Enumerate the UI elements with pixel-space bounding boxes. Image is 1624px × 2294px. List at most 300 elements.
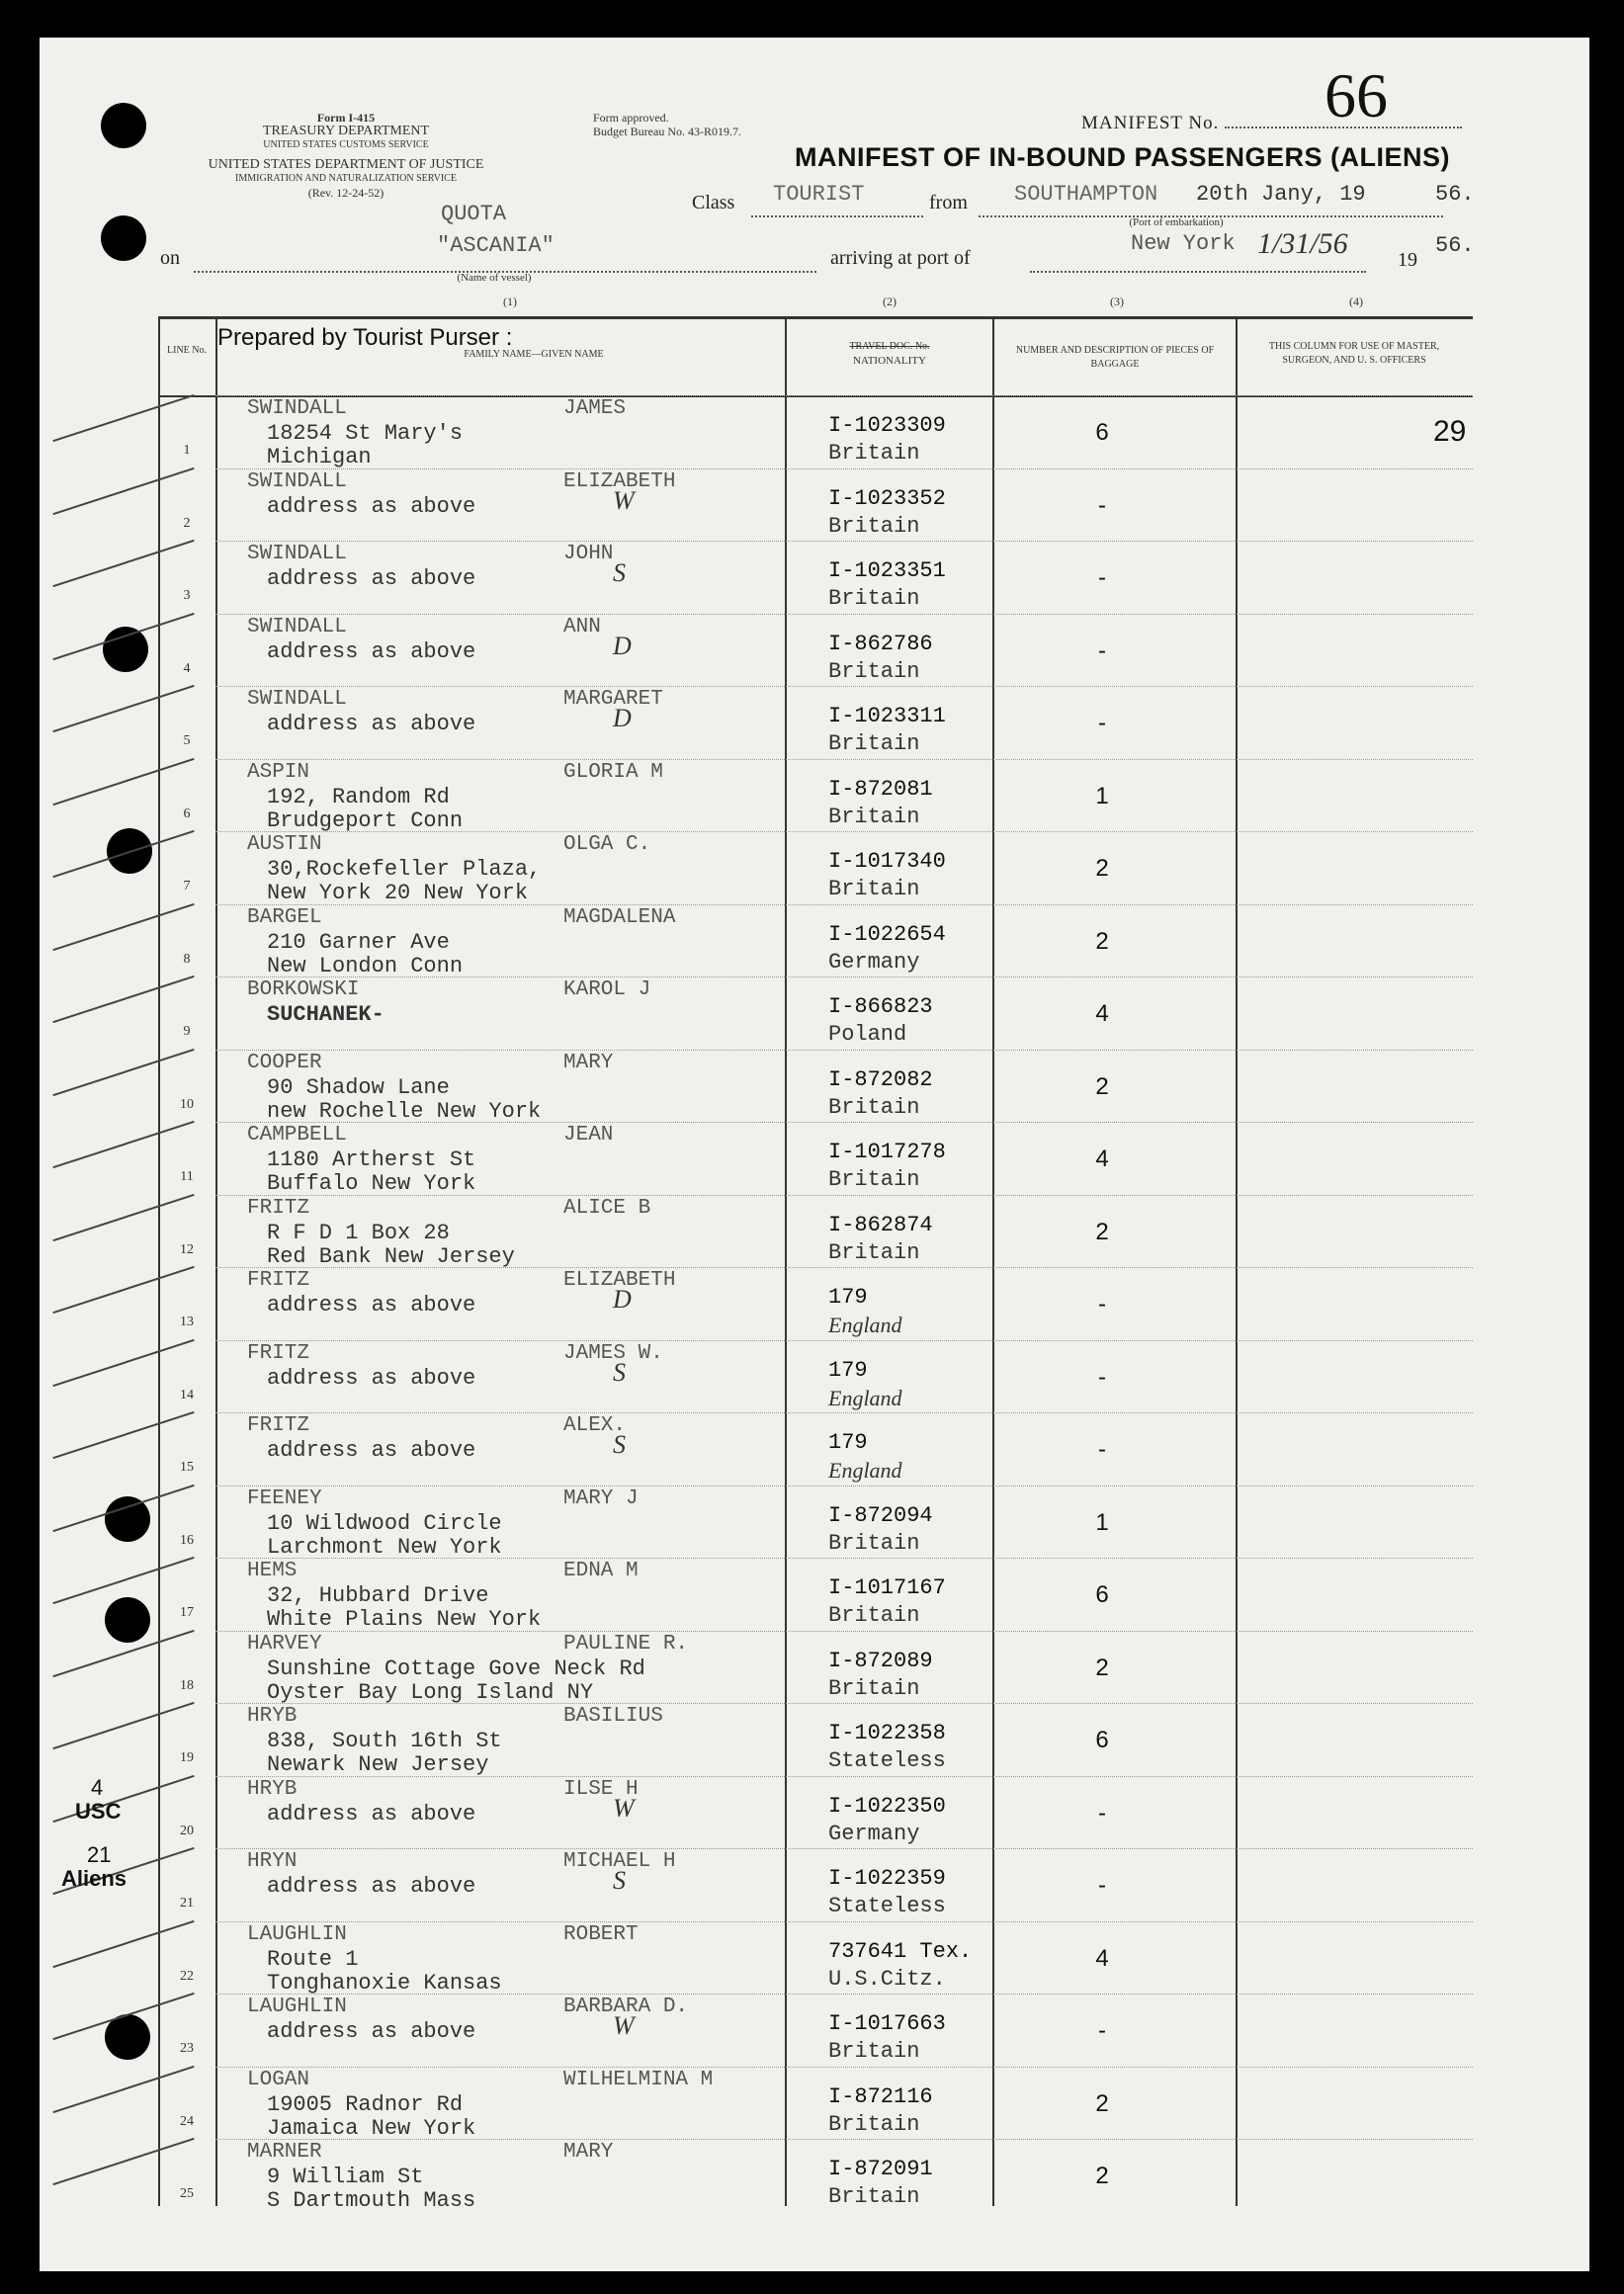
line-number: 2 bbox=[183, 515, 191, 531]
on-label: on bbox=[160, 247, 180, 269]
baggage-count: - bbox=[1098, 2017, 1106, 2044]
baggage-count: - bbox=[1098, 564, 1106, 591]
travel-doc-number: I-872094 bbox=[828, 1502, 933, 1528]
manifest-number-label bbox=[1081, 113, 1462, 134]
nationality: Britain bbox=[828, 877, 920, 901]
travel-doc-number: I-1023311 bbox=[828, 704, 946, 728]
address-line-1: address as above bbox=[267, 566, 476, 591]
row-separator bbox=[215, 1921, 1473, 1922]
travel-doc-number: I-1017278 bbox=[828, 1140, 946, 1164]
line-number: 22 bbox=[180, 1968, 194, 1984]
row-separator bbox=[215, 831, 1473, 832]
line-number: 25 bbox=[180, 2186, 194, 2201]
family-name: FRITZ bbox=[247, 1414, 310, 1437]
table-row bbox=[158, 904, 1473, 977]
baggage-count: 6 bbox=[1095, 1581, 1109, 1608]
line-number: 18 bbox=[180, 1677, 194, 1693]
given-name: JAMES bbox=[563, 397, 627, 420]
passenger-table bbox=[158, 316, 1473, 2213]
handwritten-mark: W bbox=[613, 2011, 635, 2040]
table-row bbox=[158, 1776, 1473, 1849]
nationality-header: NATIONALITY bbox=[853, 355, 926, 367]
baggage-count: 1 bbox=[1095, 1508, 1109, 1536]
prepared-by: Prepared by Tourist Purser : bbox=[217, 324, 513, 351]
department-name: TREASURY DEPARTMENT bbox=[262, 124, 430, 138]
family-name: HRYN bbox=[247, 1850, 298, 1873]
family-name: SWINDALL bbox=[247, 615, 347, 638]
row-separator bbox=[215, 1848, 1473, 1849]
baggage-count: 2 bbox=[1095, 855, 1109, 882]
table-row bbox=[158, 686, 1473, 759]
travel-doc-header: TRAVEL DOC. No. bbox=[849, 341, 930, 352]
form-id-block bbox=[227, 111, 465, 152]
table-row bbox=[158, 831, 1473, 904]
given-name: MAGDALENA bbox=[563, 905, 676, 929]
given-name: JEAN bbox=[563, 1124, 614, 1147]
given-name: MARY J bbox=[563, 1487, 639, 1510]
given-name: MARGARET bbox=[563, 688, 663, 711]
given-name: OLGA C. bbox=[563, 833, 651, 856]
handwritten-mark: S bbox=[613, 1357, 626, 1387]
form-number: Form I-415 bbox=[316, 111, 376, 125]
baggage-count: 2 bbox=[1095, 927, 1109, 955]
address-line-2: Newark New Jersey bbox=[267, 1752, 489, 1777]
arrival-handwritten-date: 1/31/56 bbox=[1257, 227, 1348, 260]
travel-doc-number: I-866823 bbox=[828, 994, 933, 1019]
address-line-1: 10 Wildwood Circle bbox=[267, 1510, 502, 1536]
address-line-2: Jamaica New York bbox=[267, 2115, 476, 2141]
officer-note: 29 bbox=[1433, 415, 1467, 448]
address-line-1: 192, Random Rd bbox=[267, 784, 450, 809]
margin-aliens-number: 21 bbox=[87, 1842, 112, 1867]
page-title: MANIFEST OF IN-BOUND PASSENGERS (ALIENS) bbox=[795, 142, 1451, 172]
row-separator bbox=[215, 1994, 1473, 1995]
departure-year: 56. bbox=[1435, 182, 1475, 207]
baggage-count: 2 bbox=[1095, 2089, 1109, 2117]
arrival-year: 56. bbox=[1435, 233, 1475, 258]
nationality: Britain bbox=[828, 1167, 920, 1192]
address-line-1: address as above bbox=[267, 638, 476, 664]
travel-doc-number: I-1023352 bbox=[828, 485, 946, 511]
from-value: SOUTHAMPTON bbox=[1014, 182, 1158, 207]
travel-doc-number: I-872091 bbox=[828, 2157, 933, 2181]
nationality: Germany bbox=[828, 949, 920, 975]
given-name: ALICE B bbox=[563, 1196, 651, 1220]
baggage-count: 6 bbox=[1095, 1727, 1109, 1753]
row-separator bbox=[215, 1558, 1473, 1559]
class-value: TOURIST bbox=[773, 182, 865, 207]
line-number: 24 bbox=[180, 2113, 194, 2129]
nationality: Britain bbox=[828, 658, 920, 684]
service-name: UNITED STATES CUSTOMS SERVICE bbox=[263, 139, 429, 150]
line-number: 11 bbox=[180, 1169, 194, 1184]
row-separator bbox=[215, 1267, 1473, 1268]
arrival-year-prefix: 19 bbox=[1398, 249, 1417, 271]
nationality: Britain bbox=[828, 1094, 920, 1120]
address-line-1: address as above bbox=[267, 2019, 476, 2044]
baggage-count: - bbox=[1098, 637, 1106, 664]
given-name: JAMES W. bbox=[563, 1341, 663, 1365]
table-row bbox=[158, 1195, 1473, 1268]
line-number: 21 bbox=[180, 1896, 194, 1911]
travel-doc-number: I-1017340 bbox=[828, 849, 946, 874]
baggage-count: - bbox=[1098, 1799, 1106, 1827]
row-separator bbox=[215, 2139, 1473, 2140]
line-number: 1 bbox=[183, 443, 191, 458]
address-line-1: address as above bbox=[267, 493, 476, 519]
nationality: Britain bbox=[828, 2039, 920, 2064]
row-separator bbox=[215, 759, 1473, 760]
nationality: Stateless bbox=[828, 1894, 946, 1918]
row-separator bbox=[215, 686, 1473, 687]
address-line-1: address as above bbox=[267, 1293, 476, 1317]
justice-block bbox=[158, 158, 534, 200]
family-name: HRYB bbox=[247, 1705, 298, 1728]
table-row bbox=[158, 1486, 1473, 1559]
family-name: MARNER bbox=[247, 2141, 322, 2164]
address-line-2: White Plains New York bbox=[267, 1607, 542, 1632]
margin-usc: USC bbox=[75, 1799, 122, 1824]
travel-doc-number: 179 bbox=[828, 1285, 868, 1310]
given-name: MARY bbox=[563, 1051, 614, 1074]
address-line-1: address as above bbox=[267, 712, 476, 736]
baggage-count: 2 bbox=[1095, 1654, 1109, 1681]
baggage-count: - bbox=[1098, 1872, 1106, 1899]
line-number: 17 bbox=[180, 1605, 194, 1620]
family-name: SWINDALL bbox=[247, 688, 347, 711]
travel-doc-number: I-1023309 bbox=[828, 413, 946, 438]
row-separator bbox=[215, 1776, 1473, 1777]
address-line-1: address as above bbox=[267, 1365, 476, 1391]
nationality: England bbox=[828, 1313, 902, 1337]
row-separator bbox=[215, 468, 1473, 469]
table-row bbox=[158, 1631, 1473, 1704]
revision: (Rev. 12-24-52) bbox=[307, 186, 385, 200]
row-separator bbox=[215, 904, 1473, 905]
baggage-count: 4 bbox=[1095, 1146, 1109, 1172]
nationality: Stateless bbox=[828, 1748, 946, 1773]
travel-doc-number: I-1017167 bbox=[828, 1575, 946, 1600]
handwritten-mark: D bbox=[613, 704, 632, 732]
punch-hole bbox=[103, 627, 148, 672]
travel-doc-number: I-872089 bbox=[828, 1648, 933, 1673]
travel-doc-number: I-1022654 bbox=[828, 921, 946, 947]
address-line-1: R F D 1 Box 28 bbox=[267, 1220, 450, 1245]
nationality: Britain bbox=[828, 1603, 920, 1628]
nationality: England bbox=[828, 1458, 902, 1483]
address-line-2: Buffalo New York bbox=[267, 1171, 476, 1196]
ins-name: IMMIGRATION AND NATURALIZATION SERVICE bbox=[235, 173, 457, 184]
vessel-name: "ASCANIA" bbox=[437, 233, 555, 258]
punch-hole bbox=[101, 103, 146, 148]
baggage-count: 4 bbox=[1095, 1944, 1109, 1972]
given-name: ANN bbox=[563, 615, 601, 638]
travel-doc-number: I-862874 bbox=[828, 1212, 933, 1237]
given-name: BASILIUS bbox=[563, 1705, 663, 1728]
address-line-2: new Rochelle New York bbox=[267, 1098, 542, 1124]
baggage-count: 6 bbox=[1095, 419, 1109, 446]
table-row bbox=[158, 1340, 1473, 1413]
baggage-count: - bbox=[1098, 491, 1106, 519]
address-line-1: 19005 Radnor Rd bbox=[267, 2091, 464, 2117]
address-line-1: Sunshine Cottage Gove Neck Rd bbox=[267, 1656, 645, 1681]
address-line-1: 30,Rockefeller Plaza, bbox=[267, 857, 542, 882]
address-line-1: Route 1 bbox=[267, 1946, 359, 1972]
nationality: Britain bbox=[828, 2184, 920, 2209]
row-separator bbox=[215, 1195, 1473, 1196]
row-separator bbox=[215, 1486, 1473, 1487]
officers-header: THIS COLUMN FOR USE OF MASTER, SURGEON, AND U. S. OFFICERS bbox=[1268, 341, 1440, 366]
given-name: KAROL J bbox=[563, 978, 651, 1001]
nationality: Britain bbox=[828, 441, 920, 466]
table-row bbox=[158, 1848, 1473, 1921]
table-row bbox=[158, 1558, 1473, 1631]
baggage-count: 2 bbox=[1095, 1218, 1109, 1245]
line-number: 4 bbox=[183, 660, 191, 676]
travel-doc-number: I-872081 bbox=[828, 776, 933, 802]
table-row bbox=[158, 1921, 1473, 1995]
given-name: PAULINE R. bbox=[563, 1632, 689, 1656]
from-label: from bbox=[929, 192, 968, 213]
line-number: 6 bbox=[183, 806, 191, 821]
line-number: 23 bbox=[180, 2041, 194, 2056]
baggage-count: - bbox=[1098, 710, 1106, 736]
table-row bbox=[158, 395, 1473, 468]
address-line-2: Red Bank New Jersey bbox=[267, 1243, 515, 1269]
address-line-1: 9 William St bbox=[267, 2165, 424, 2189]
approval-block bbox=[593, 111, 850, 138]
family-name: SWINDALL bbox=[247, 397, 347, 420]
col-num-2: (2) bbox=[883, 295, 897, 308]
travel-doc-number: I-1017663 bbox=[828, 2011, 946, 2036]
family-name: SWINDALL bbox=[247, 469, 347, 493]
row-separator bbox=[215, 2067, 1473, 2068]
line-number: 10 bbox=[180, 1096, 194, 1112]
travel-doc-number: I-1022358 bbox=[828, 1721, 946, 1745]
family-name: LAUGHLIN bbox=[247, 1922, 347, 1946]
handwritten-mark: S bbox=[613, 1866, 626, 1895]
nationality: Poland bbox=[828, 1022, 907, 1047]
quota-label: QUOTA bbox=[441, 202, 507, 226]
nationality: England bbox=[828, 1385, 902, 1410]
given-name: MICHAEL H bbox=[563, 1850, 676, 1873]
nationality: Britain bbox=[828, 586, 920, 611]
arrival-port: New York bbox=[1131, 231, 1236, 256]
address-line-1: address as above bbox=[267, 1874, 476, 1899]
given-name: ELIZABETH bbox=[563, 469, 676, 493]
family-name: FEENEY bbox=[247, 1487, 322, 1510]
address-line-2: Oyster Bay Long Island NY bbox=[267, 1679, 594, 1705]
baggage-count: - bbox=[1098, 1291, 1106, 1317]
given-name: ELIZABETH bbox=[563, 1269, 676, 1292]
travel-doc-number: I-872082 bbox=[828, 1066, 933, 1092]
address-line-2: Larchmont New York bbox=[267, 1534, 502, 1560]
nationality: Germany bbox=[828, 1821, 920, 1846]
col-num-3: (3) bbox=[1110, 295, 1124, 308]
approval-line: Form approved. bbox=[593, 111, 669, 125]
row-separator bbox=[215, 395, 1473, 396]
line-number: 9 bbox=[183, 1024, 191, 1039]
line-number: 5 bbox=[183, 733, 191, 748]
line-number: 12 bbox=[180, 1241, 194, 1257]
address-line-2: Brudgeport Conn bbox=[267, 807, 464, 833]
given-name: GLORIA M bbox=[563, 760, 663, 784]
line-number: 7 bbox=[183, 879, 191, 893]
line-number: 14 bbox=[180, 1387, 194, 1402]
family-name: FRITZ bbox=[247, 1269, 310, 1292]
col-num-1: (1) bbox=[503, 295, 517, 308]
punch-hole bbox=[105, 1496, 150, 1542]
baggage-count: - bbox=[1098, 1363, 1106, 1391]
name-col-header: FAMILY NAME—GIVEN NAME bbox=[464, 349, 604, 360]
given-name: ROBERT bbox=[563, 1922, 639, 1946]
line-number: 20 bbox=[180, 1823, 194, 1838]
budget-line: Budget Bureau No. 43-R019.7. bbox=[593, 125, 741, 138]
justice-dept: UNITED STATES DEPARTMENT OF JUSTICE bbox=[208, 157, 484, 172]
line-number: 16 bbox=[180, 1532, 194, 1548]
address-line-2: New York 20 New York bbox=[267, 881, 529, 905]
address-line-1: 210 Garner Ave bbox=[267, 929, 450, 955]
nationality: Britain bbox=[828, 1239, 920, 1265]
row-separator bbox=[215, 1631, 1473, 1632]
travel-doc-number: 179 bbox=[828, 1357, 868, 1383]
address-line-1: 18254 St Mary's bbox=[267, 421, 464, 446]
address-line-1: address as above bbox=[267, 1438, 476, 1463]
given-name: JOHN bbox=[563, 543, 614, 565]
table-top-rule bbox=[158, 316, 1473, 319]
baggage-header: NUMBER AND DESCRIPTION OF PIECES OF BAGGAGE bbox=[1015, 345, 1215, 370]
travel-doc-number: I-872116 bbox=[828, 2083, 933, 2109]
family-name: LOGAN bbox=[247, 2068, 310, 2091]
table-row bbox=[158, 977, 1473, 1050]
table-row bbox=[158, 1994, 1473, 2067]
table-row bbox=[158, 759, 1473, 832]
line-number: 3 bbox=[183, 588, 191, 603]
address-line-1: 1180 Artherst St bbox=[267, 1147, 476, 1172]
address-line-1: 90 Shadow Lane bbox=[267, 1074, 450, 1100]
baggage-count: 4 bbox=[1095, 1000, 1109, 1027]
handwritten-mark: S bbox=[613, 1430, 626, 1459]
line-number: 15 bbox=[180, 1460, 194, 1475]
handwritten-mark: D bbox=[613, 1285, 632, 1314]
nationality: Britain bbox=[828, 513, 920, 539]
given-name: MARY bbox=[563, 2141, 614, 2164]
address-line-2: S Dartmouth Mass bbox=[267, 2188, 476, 2213]
family-name: FRITZ bbox=[247, 1341, 310, 1365]
table-row bbox=[158, 541, 1473, 614]
address-line-2: New London Conn bbox=[267, 953, 464, 978]
family-name: BARGEL bbox=[247, 905, 322, 929]
handwritten-mark: W bbox=[613, 485, 635, 515]
family-name: LAUGHLIN bbox=[247, 1996, 347, 2018]
address-line-2: Tonghanoxie Kansas bbox=[267, 1970, 502, 1996]
nationality: U.S.Citz. bbox=[828, 1966, 946, 1992]
table-row bbox=[158, 468, 1473, 542]
given-name: ALEX. bbox=[563, 1414, 627, 1437]
nationality: Britain bbox=[828, 1530, 920, 1556]
family-name: HARVEY bbox=[247, 1632, 322, 1656]
table-row bbox=[158, 614, 1473, 687]
table-row bbox=[158, 1267, 1473, 1340]
punch-hole bbox=[101, 215, 146, 261]
given-name: WILHELMINA M bbox=[563, 2068, 714, 2091]
baggage-count: 1 bbox=[1095, 782, 1109, 809]
manifest-label: MANIFEST No. bbox=[1081, 113, 1220, 133]
line-number: 19 bbox=[180, 1750, 194, 1765]
margin-aliens: Aliens bbox=[61, 1866, 128, 1891]
arriving-label: arriving at port of bbox=[830, 247, 971, 269]
line-number: 13 bbox=[180, 1315, 194, 1329]
margin-usc-number: 4 bbox=[91, 1775, 104, 1800]
manifest-number: 66 bbox=[1325, 60, 1388, 130]
baggage-count: 2 bbox=[1095, 2163, 1109, 2189]
nationality: Britain bbox=[828, 1675, 920, 1701]
family-name: ASPIN bbox=[247, 760, 310, 784]
row-separator bbox=[215, 1340, 1473, 1341]
table-row bbox=[158, 2139, 1473, 2212]
family-name: CAMPBELL bbox=[247, 1124, 347, 1147]
table-row bbox=[158, 1412, 1473, 1486]
address-line-1: 838, South 16th St bbox=[267, 1729, 502, 1753]
nationality: Britain bbox=[828, 731, 920, 756]
travel-doc-number: I-1022359 bbox=[828, 1866, 946, 1891]
line-number: 8 bbox=[183, 951, 191, 967]
row-separator bbox=[215, 1412, 1473, 1413]
punch-hole bbox=[105, 1597, 150, 1643]
handwritten-mark: W bbox=[613, 1793, 635, 1823]
handwritten-mark: D bbox=[613, 631, 632, 660]
family-name: COOPER bbox=[247, 1051, 322, 1074]
handwritten-mark: S bbox=[613, 558, 626, 587]
baggage-count: - bbox=[1098, 1436, 1106, 1463]
table-row bbox=[158, 1703, 1473, 1776]
departure-date: 20th Jany, 19 bbox=[1196, 182, 1366, 207]
row-separator bbox=[215, 614, 1473, 615]
baggage-count: 2 bbox=[1095, 1072, 1109, 1100]
col-num-4: (4) bbox=[1349, 295, 1363, 308]
address-line-1: SUCHANEK- bbox=[267, 1002, 385, 1027]
vessel-note: (Name of vessel) bbox=[457, 272, 532, 284]
nationality: Britain bbox=[828, 2111, 920, 2137]
row-separator bbox=[215, 1122, 1473, 1123]
family-name: HEMS bbox=[247, 1560, 298, 1582]
address-line-2: Michigan bbox=[267, 445, 372, 469]
family-name: HRYB bbox=[247, 1777, 298, 1801]
travel-doc-number: I-862786 bbox=[828, 631, 933, 656]
table-row bbox=[158, 1122, 1473, 1195]
row-separator bbox=[215, 541, 1473, 542]
nationality: Britain bbox=[828, 804, 920, 829]
given-name: BARBARA D. bbox=[563, 1996, 689, 2018]
travel-doc-number: I-1022350 bbox=[828, 1793, 946, 1819]
row-separator bbox=[215, 1703, 1473, 1704]
address-line-1: address as above bbox=[267, 1801, 476, 1827]
line-no-header: LINE No. bbox=[167, 345, 207, 356]
family-name: BORKOWSKI bbox=[247, 978, 360, 1001]
address-line-1: 32, Hubbard Drive bbox=[267, 1583, 489, 1608]
family-name: FRITZ bbox=[247, 1196, 310, 1220]
class-label: Class bbox=[692, 192, 735, 213]
family-name: SWINDALL bbox=[247, 543, 347, 565]
table-row bbox=[158, 1050, 1473, 1123]
given-name: EDNA M bbox=[563, 1560, 639, 1582]
row-separator bbox=[215, 1050, 1473, 1051]
travel-doc-number: 179 bbox=[828, 1430, 868, 1455]
given-name: ILSE H bbox=[563, 1777, 639, 1801]
travel-doc-number: 737641 Tex. bbox=[828, 1938, 973, 1964]
travel-doc-number: I-1023351 bbox=[828, 558, 946, 583]
family-name: AUSTIN bbox=[247, 833, 322, 856]
